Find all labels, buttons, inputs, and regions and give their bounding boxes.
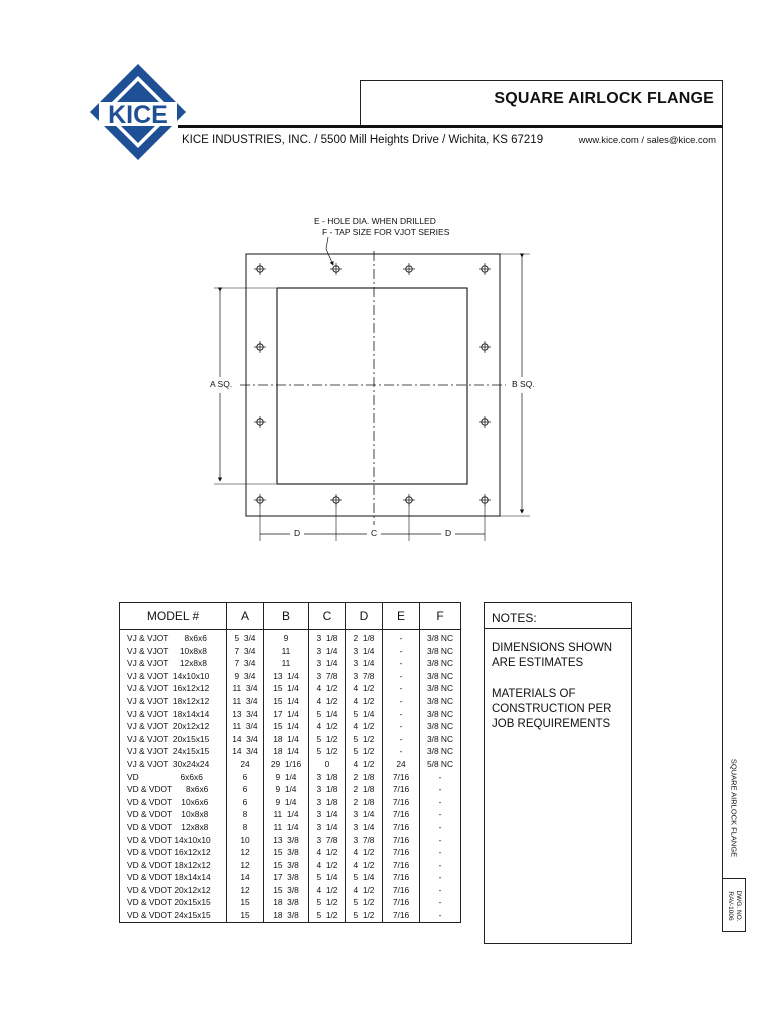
callout-e: E - HOLE DIA. WHEN DRILLED	[314, 216, 436, 226]
cell-c: 5 1/4	[309, 708, 346, 721]
cell-model: VJ & VJOT 12x8x8	[120, 657, 227, 670]
cell-e: -	[383, 630, 420, 645]
cell-c: 3 1/4	[309, 821, 346, 834]
cell-e: 7/16	[383, 846, 420, 859]
cell-d: 5 1/2	[346, 733, 383, 746]
table-row	[120, 846, 461, 859]
cell-c: 5 1/4	[309, 871, 346, 884]
cell-f: -	[420, 808, 461, 821]
cell-d: 4 1/2	[346, 682, 383, 695]
cell-f: 3/8 NC	[420, 695, 461, 708]
cell-b: 15 1/4	[264, 682, 309, 695]
cell-b: 17 1/4	[264, 708, 309, 721]
cell-model: VJ & VJOT 16x12x12	[120, 682, 227, 695]
table-row	[120, 808, 461, 821]
cell-b: 9 1/4	[264, 796, 309, 809]
cell-d: 4 1/2	[346, 720, 383, 733]
notes-box	[484, 602, 632, 944]
cell-e: -	[383, 682, 420, 695]
cell-c: 3 1/8	[309, 796, 346, 809]
cell-f: 3/8 NC	[420, 682, 461, 695]
dim-b-label: B SQ.	[512, 379, 535, 389]
cell-a: 11 3/4	[227, 695, 264, 708]
dim-a-label: A SQ.	[210, 379, 233, 389]
cell-model: VD & VDOT 10x8x8	[120, 808, 227, 821]
table-row	[120, 821, 461, 834]
table-row	[120, 657, 461, 670]
table-row	[120, 796, 461, 809]
cell-b: 17 3/8	[264, 871, 309, 884]
cell-a: 6	[227, 783, 264, 796]
cell-f: 3/8 NC	[420, 745, 461, 758]
col-header-c: C	[309, 603, 346, 630]
cell-d: 5 1/4	[346, 871, 383, 884]
notes-title: NOTES:	[485, 603, 631, 629]
cell-a: 11 3/4	[227, 720, 264, 733]
cell-b: 18 1/4	[264, 733, 309, 746]
dim-c-label: C	[371, 528, 378, 538]
cell-b: 11 1/4	[264, 821, 309, 834]
cell-d: 2 1/8	[346, 630, 383, 645]
table-header-row	[120, 603, 461, 630]
cell-e: -	[383, 695, 420, 708]
cell-a: 8	[227, 808, 264, 821]
cell-model: VJ & VJOT 10x8x8	[120, 645, 227, 658]
table-row	[120, 859, 461, 872]
cell-e: 7/16	[383, 796, 420, 809]
cell-d: 4 1/2	[346, 884, 383, 897]
bolt-hole	[479, 341, 491, 353]
cell-model: VJ & VJOT 24x15x15	[120, 745, 227, 758]
cell-b: 9	[264, 630, 309, 645]
cell-f: -	[420, 796, 461, 809]
cell-f: -	[420, 859, 461, 872]
cell-e: 7/16	[383, 771, 420, 784]
cell-b: 15 1/4	[264, 720, 309, 733]
bolt-hole	[403, 263, 415, 275]
cell-c: 4 1/2	[309, 695, 346, 708]
cell-a: 7 3/4	[227, 645, 264, 658]
cell-a: 24	[227, 758, 264, 771]
cell-c: 4 1/2	[309, 884, 346, 897]
cell-b: 15 1/4	[264, 695, 309, 708]
cell-model: VJ & VJOT 20x15x15	[120, 733, 227, 746]
note-item: MATERIALS OF CONSTRUCTION PER JOB REQUIREMENTS	[492, 688, 612, 730]
cell-model: VD 6x6x6	[120, 771, 227, 784]
cell-c: 5 1/2	[309, 733, 346, 746]
cell-e: 7/16	[383, 884, 420, 897]
cell-f: 3/8 NC	[420, 657, 461, 670]
table-row	[120, 783, 461, 796]
cell-f: 3/8 NC	[420, 733, 461, 746]
cell-a: 13 3/4	[227, 708, 264, 721]
cell-e: 7/16	[383, 834, 420, 847]
cell-a: 14	[227, 871, 264, 884]
cell-f: -	[420, 909, 461, 922]
cell-d: 2 1/8	[346, 796, 383, 809]
table-row	[120, 695, 461, 708]
cell-model: VD & VDOT 14x10x10	[120, 834, 227, 847]
cell-model: VD & VDOT 18x14x14	[120, 871, 227, 884]
company-web-contact: www.kice.com / sales@kice.com	[578, 135, 716, 146]
cell-e: 7/16	[383, 821, 420, 834]
cell-f: -	[420, 771, 461, 784]
cell-a: 10	[227, 834, 264, 847]
bolt-hole	[330, 263, 342, 275]
cell-d: 3 1/4	[346, 808, 383, 821]
cell-e: 7/16	[383, 896, 420, 909]
table-row	[120, 771, 461, 784]
cell-d: 3 7/8	[346, 670, 383, 683]
cell-c: 4 1/2	[309, 720, 346, 733]
cell-d: 4 1/2	[346, 758, 383, 771]
cell-f: -	[420, 783, 461, 796]
cell-f: 3/8 NC	[420, 720, 461, 733]
page-title: SQUARE AIRLOCK FLANGE	[494, 90, 714, 107]
cell-c: 5 1/2	[309, 896, 346, 909]
cell-f: -	[420, 871, 461, 884]
cell-d: 5 1/2	[346, 896, 383, 909]
cell-c: 3 1/8	[309, 630, 346, 645]
cell-c: 4 1/2	[309, 859, 346, 872]
cell-model: VJ & VJOT 18x12x12	[120, 695, 227, 708]
cell-e: 7/16	[383, 859, 420, 872]
cell-f: 3/8 NC	[420, 670, 461, 683]
callout-f: F - TAP SIZE FOR VJOT SERIES	[322, 227, 450, 237]
cell-f: 5/8 NC	[420, 758, 461, 771]
cell-c: 0	[309, 758, 346, 771]
cell-model: VD & VDOT 20x15x15	[120, 896, 227, 909]
table-row	[120, 896, 461, 909]
cell-e: 7/16	[383, 871, 420, 884]
cell-f: -	[420, 896, 461, 909]
cell-c: 3 7/8	[309, 670, 346, 683]
cell-e: 7/16	[383, 909, 420, 922]
cell-d: 4 1/2	[346, 859, 383, 872]
cell-d: 2 1/8	[346, 771, 383, 784]
dim-d-right-label: D	[445, 528, 452, 538]
cell-f: -	[420, 846, 461, 859]
cell-a: 11 3/4	[227, 682, 264, 695]
cell-b: 15 3/8	[264, 884, 309, 897]
note-item: DIMENSIONS SHOWN ARE ESTIMATES	[492, 642, 613, 669]
cell-c: 3 7/8	[309, 834, 346, 847]
col-header-e: E	[383, 603, 420, 630]
cell-b: 15 3/8	[264, 846, 309, 859]
cell-e: -	[383, 733, 420, 746]
cell-c: 4 1/2	[309, 682, 346, 695]
flange-opening	[277, 288, 467, 484]
cell-b: 15 3/8	[264, 859, 309, 872]
cell-c: 5 1/2	[309, 745, 346, 758]
cell-a: 5 3/4	[227, 630, 264, 645]
cell-a: 8	[227, 821, 264, 834]
cell-e: -	[383, 645, 420, 658]
cell-e: 7/16	[383, 783, 420, 796]
cell-model: VD & VDOT 10x6x6	[120, 796, 227, 809]
cell-d: 5 1/2	[346, 909, 383, 922]
cell-d: 4 1/2	[346, 846, 383, 859]
col-header-model: MODEL #	[120, 603, 227, 630]
col-header-f: F	[420, 603, 461, 630]
table-row	[120, 720, 461, 733]
cell-f: 3/8 NC	[420, 708, 461, 721]
cell-a: 6	[227, 771, 264, 784]
cell-model: VJ & VJOT 8x6x6	[120, 630, 227, 645]
cell-a: 9 3/4	[227, 670, 264, 683]
cell-b: 18 1/4	[264, 745, 309, 758]
cell-d: 5 1/4	[346, 708, 383, 721]
cell-d: 3 1/4	[346, 657, 383, 670]
cell-a: 12	[227, 884, 264, 897]
cell-model: VD & VDOT 18x12x12	[120, 859, 227, 872]
title-frame-left	[360, 80, 361, 126]
cell-c: 3 1/4	[309, 808, 346, 821]
cell-a: 6	[227, 796, 264, 809]
cell-f: -	[420, 834, 461, 847]
cell-c: 3 1/8	[309, 771, 346, 784]
dwg-number: RAV-1006	[727, 891, 734, 921]
table-row	[120, 682, 461, 695]
callout-leader	[326, 237, 333, 265]
cell-model: VJ & VJOT 30x24x24	[120, 758, 227, 771]
cell-e: -	[383, 670, 420, 683]
cell-a: 15	[227, 909, 264, 922]
bolt-hole	[479, 416, 491, 428]
cell-model: VD & VDOT 12x8x8	[120, 821, 227, 834]
cell-d: 3 1/4	[346, 821, 383, 834]
col-header-a: A	[227, 603, 264, 630]
cell-model: VD & VDOT 20x12x12	[120, 884, 227, 897]
cell-model: VJ & VJOT 20x12x12	[120, 720, 227, 733]
cell-b: 13 1/4	[264, 670, 309, 683]
table-row	[120, 758, 461, 771]
table-row	[120, 909, 461, 922]
col-header-d: D	[346, 603, 383, 630]
title-frame-top	[360, 80, 722, 81]
cell-d: 2 1/8	[346, 783, 383, 796]
dim-d-left-label: D	[294, 528, 301, 538]
cell-e: -	[383, 657, 420, 670]
cell-e: 24	[383, 758, 420, 771]
side-title-block	[722, 748, 746, 868]
cell-c: 5 1/2	[309, 909, 346, 922]
table-row	[120, 745, 461, 758]
cell-f: 3/8 NC	[420, 630, 461, 645]
cell-c: 3 1/4	[309, 657, 346, 670]
cell-model: VJ & VJOT 14x10x10	[120, 670, 227, 683]
drawing-number-box	[722, 878, 746, 932]
company-address: KICE INDUSTRIES, INC. / 5500 Mill Heights Drive / Wichita, KS 67219	[182, 134, 544, 146]
bolt-hole	[254, 341, 266, 353]
cell-model: VD & VDOT 16x12x12	[120, 846, 227, 859]
cell-d: 5 1/2	[346, 745, 383, 758]
header-rule	[178, 125, 723, 128]
cell-a: 14 3/4	[227, 745, 264, 758]
cell-b: 18 3/8	[264, 909, 309, 922]
logo-text: KICE	[108, 101, 168, 129]
cell-b: 11 1/4	[264, 808, 309, 821]
table-row	[120, 670, 461, 683]
bolt-hole	[330, 494, 342, 506]
cell-c: 3 1/4	[309, 645, 346, 658]
table-row	[120, 645, 461, 658]
table-row	[120, 630, 461, 645]
dimensions-table	[119, 602, 461, 923]
cell-f: -	[420, 821, 461, 834]
col-header-b: B	[264, 603, 309, 630]
cell-b: 9 1/4	[264, 783, 309, 796]
cell-b: 9 1/4	[264, 771, 309, 784]
cell-d: 3 1/4	[346, 645, 383, 658]
kice-logo	[88, 62, 188, 162]
cell-b: 18 3/8	[264, 896, 309, 909]
side-title: SQUARE AIRLOCK FLANGE	[729, 758, 739, 858]
cell-d: 4 1/2	[346, 695, 383, 708]
cell-d: 3 7/8	[346, 834, 383, 847]
cell-model: VJ & VJOT 18x14x14	[120, 708, 227, 721]
cell-a: 12	[227, 846, 264, 859]
cell-e: -	[383, 708, 420, 721]
cell-a: 14 3/4	[227, 733, 264, 746]
table-row	[120, 834, 461, 847]
cell-c: 3 1/8	[309, 783, 346, 796]
cell-b: 13 3/8	[264, 834, 309, 847]
cell-model: VD & VDOT 8x6x6	[120, 783, 227, 796]
cell-a: 12	[227, 859, 264, 872]
table-row	[120, 884, 461, 897]
cell-b: 11	[264, 645, 309, 658]
dwg-label: DWG. NO.	[735, 890, 742, 922]
cell-b: 29 1/16	[264, 758, 309, 771]
cell-a: 7 3/4	[227, 657, 264, 670]
table-row	[120, 708, 461, 721]
cell-b: 11	[264, 657, 309, 670]
table-row	[120, 871, 461, 884]
flange-drawing	[200, 205, 540, 555]
cell-e: -	[383, 720, 420, 733]
cell-f: -	[420, 884, 461, 897]
bolt-hole	[254, 416, 266, 428]
cell-e: 7/16	[383, 808, 420, 821]
cell-e: -	[383, 745, 420, 758]
bolt-hole	[479, 494, 491, 506]
bolt-hole	[254, 494, 266, 506]
cell-f: 3/8 NC	[420, 645, 461, 658]
bolt-hole	[403, 494, 415, 506]
cell-a: 15	[227, 896, 264, 909]
cell-c: 4 1/2	[309, 846, 346, 859]
table-row	[120, 733, 461, 746]
cell-model: VD & VDOT 24x15x15	[120, 909, 227, 922]
bolt-hole	[254, 263, 266, 275]
bolt-hole	[479, 263, 491, 275]
